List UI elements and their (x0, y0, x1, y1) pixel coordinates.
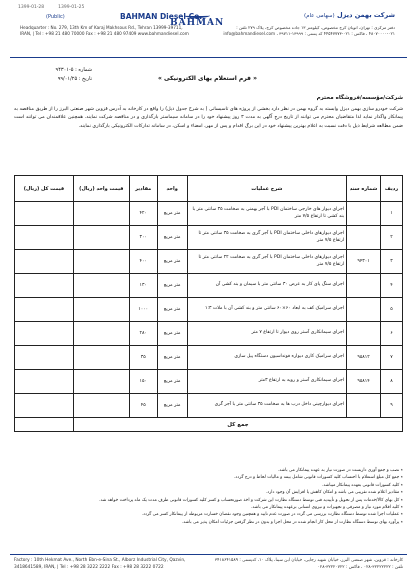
unit-price-cell[interactable] (73, 322, 129, 346)
header-dates (18, 5, 84, 10)
list-item: ٭ کلیه اقلام مورد نیاز و مصرفی و تجهیزات و نیروی انسانی برعهده پیمانکار می باشد. (14, 504, 403, 511)
col-doc-no: شماره سند (347, 176, 381, 202)
logo-text: BAHMAN (170, 18, 225, 28)
reference-date: تاریخ : ۹۹/۰۱/۲۵ (57, 76, 92, 82)
col-qty: مقادیر (129, 176, 157, 202)
total-price-cell[interactable] (15, 370, 74, 394)
col-row: ردیف (381, 176, 403, 202)
company-name-en: BAHMAN Diesel Co. (120, 12, 203, 21)
unit-price-cell[interactable] (73, 274, 129, 298)
address-en: Headquarter : No. 279, 13th Km of Karaj Makhsous Rd., Tehran 13999-39711, IRAN, | Tel : +98 21 480 70000 Fax : +98 21 480 97409 www.bahmandiesel.com (20, 25, 189, 36)
table-row: ۹ اجرای دیوارچینی داخل درب ها به ضخامت ۳۵ سانتی متر با آجر گری متر مربع ۴۵ (15, 394, 403, 418)
total-price-cell[interactable] (15, 250, 74, 274)
unit-price-cell[interactable] (73, 250, 129, 274)
col-total-price: قیمت کل (ریال) (15, 176, 74, 202)
unit-price-cell[interactable] (73, 394, 129, 418)
intro-paragraph: شرکت خودرو سازی بهمن دیزل وابسته به گروه بهمن در نظر دارد بخشی از پروژه های تاسیساتی ( به شرح جدول ذیل) را واقع در کارخانه به آدرس قزوین شهر صنعتی البرز را از طریق مناقصه به پیمانکار واگذار نماید لذا متقاضیان محترم می توانند از تاریخ درج آگهی به مدت ۳ روز پیشنهاد خود را در سامانه سیماستر بارگذاری و در مناقصه شرکت نمایند. همچنین علاقمندان می توانند است ضمن مطالعه شرایط ذیل با دقت نسبت به اعلام بهترین پیشنهاد خود در این برگ اقدام و پس از مهر، امضاء و اسکن، در سامانه تدارکات الکترونیکی بارگذاری نمایند. (14, 107, 403, 129)
table-row: ۸ ۹۵۸۱۴ اجرای سیمانکاری آستر و رویه به ارتفاع ۳متر متر مربع ۱۵۰ (15, 370, 403, 394)
table-row: ۷ ۹۵۸۱۲ اجرای سرامیک کاری دیواره فونداسیون دستگاه پیل سازی متر مربع ۳۵ (15, 346, 403, 370)
col-description: شرح عملیات (187, 176, 346, 202)
reference-block (22, 66, 92, 84)
unit-price-cell[interactable] (73, 226, 129, 250)
table-row: ۵ اجرای سرامیک کف به ابعاد ۶۰×۶۰ سانتی متر و بند کشی آن با ملات ۱:۳ متر مربع ۱۰۰۰ (15, 298, 403, 322)
table-row: ۴ اجرای سنگ پای کار به عرض ۳۰ سانتی متر با سیمان و بند کشی آن متر مربع ۱۳۰ (15, 274, 403, 298)
total-price-cell[interactable] (15, 274, 74, 298)
list-item: ٭ مقادیر اعلام شده تقریبی می باشد و امکان کاهش یا افزایش آن وجود دارد. (14, 489, 403, 496)
table-row: ۶ اجرای سیمانکاری آستر روی دیوار تا ارتفاع ۷ متر متر مربع ۲۸۰ (15, 322, 403, 346)
total-price-cell[interactable] (15, 346, 74, 370)
header-date-2: 1399-01-25 (58, 5, 85, 10)
list-item: ٭ عملیات اجرا شده توسط دستگاه نظارت بررسی می گردد در صورت عدم تایید و همچنین وجود نقصان خسارت مربوطه از پیمانکار کسر می گردد. (14, 511, 403, 518)
list-item: ٭ جمع کل مبلغ استعلام با احتساب کلیه کسورات قانونی شامل بیمه و مالیات لحاظ و درج گردد. (14, 474, 403, 481)
unit-price-cell[interactable] (73, 346, 129, 370)
unit-price-cell[interactable] (73, 202, 129, 226)
letterhead (10, 0, 407, 58)
recipient-line: شرکت/مؤسسه/فروشگاه محترم (316, 95, 403, 101)
address-fa: دفتر مرکزی : تهران، اتوبان کرج مخصوص، کیلومتر ۱۳ جاده مخصوص کرج، پلاک ۲۷۹ تلفن : ۰۲۱-۴۸۰۷۰۰۰۰ ، فاکس : ۰۲۱-۴۴۵۴۷۷۷۳ کد پستی : ۱۳۹۹۹-۳۹۷۱۱ ، info@bahmandiesel.com (223, 25, 395, 36)
letterhead-footer (10, 554, 407, 576)
table-row: ۳ ۹۴۳۰۱ اجرای دیوارهای داخلی ساختمان PDI با آجر گری به ضخامت ۲۲ سانتی متر تا ارتفاع ۷/۵ متر متر مربع ۴۰۰ (15, 250, 403, 274)
reference-number: شماره : ۵-۹۴۳۰۱ (55, 67, 92, 73)
col-unit-price: قیمت واحد (ریال) (73, 176, 129, 202)
list-item: ٭ نصب و جمع آوری داربست در صورت نیاز به عهده پیمانکار می باشد. (14, 467, 403, 474)
list-item: ٭ کلیه کسورات قانونی بعهده پیمانکار میباشد. (14, 482, 403, 489)
list-item: ٭ کل بهای کالا/خدمات پس از تحویل و تأییدیه فنی توسط دستگاه نظارت این شرکت و اخذ صورتحساب و کسر کلیه کسورات قانونی طرف مدت یک ماه پرداخت خواهد شد. (14, 497, 403, 504)
company-name-fa: شرکت بهمن دیزل (سهامی عام) (303, 11, 395, 19)
unit-price-cell[interactable] (73, 298, 129, 322)
grand-total-cell[interactable] (15, 418, 74, 432)
header-date-1: 1399-01-28 (18, 5, 45, 10)
factory-address-en: Factory : 10th Hekmat Ave., North Ebn-e-Sina St., Alborz Industrial City, Qazvin, 3418641589, IRAN, | Tel : +98 28 3222 2222 Fax : +98 28 3222 0722 (14, 558, 186, 570)
table-header-row (15, 176, 403, 202)
items-table (14, 175, 403, 432)
total-price-cell[interactable] (15, 394, 74, 418)
company-type-en: (Public) (46, 14, 65, 20)
terms-list (14, 467, 403, 526)
unit-price-cell[interactable] (73, 370, 129, 394)
form-title: « فرم استعلام بهای الکترونیکی » (158, 75, 257, 82)
total-label: جمع کل (73, 418, 402, 432)
total-price-cell[interactable] (15, 298, 74, 322)
company-type-fa: (سهامی عام) (303, 13, 335, 19)
col-unit: واحد (157, 176, 187, 202)
total-price-cell[interactable] (15, 226, 74, 250)
total-row (15, 418, 403, 432)
table-row: ۲ اجرای دیوارهای داخلی ساختمان PDI با آجر گری به ضخامت ۳۵ سانتی متر تا ارتفاع ۷/۵ متر متر مربع ۳۰۰ (15, 226, 403, 250)
total-price-cell[interactable] (15, 322, 74, 346)
table-row: ۱ اجرای دیوار های خارجی ساختمان PDI با آجر بهمنی به ضخامت ۳۵ سانتی متر با بند کشی تا ارتفاع ۷/۵ متر متر مربع ۴۲۰ (15, 202, 403, 226)
factory-address-fa: کارخانه : قزوین، شهر صنعتی البرز، خیابان شهید رجایی، خیابان ابن سینا، پلاک ۱۰، کدپستی : ۳۴۱۸۶۴۱۵۸۹ تلفن : ۳۲۲۲۲۲۲۲-۰۲۸ ، فاکس : ۳۲۲۲۰۷۲۲-۰۲۸ (214, 558, 403, 570)
total-price-cell[interactable] (15, 202, 74, 226)
list-item: ٭ پرآورد بهای توسط دستگاه نظارت از محل کار انجام شده در محل اجرا و بدون در نظر گرفتن جزئیات امکان پذیر می باشد. (14, 519, 403, 526)
